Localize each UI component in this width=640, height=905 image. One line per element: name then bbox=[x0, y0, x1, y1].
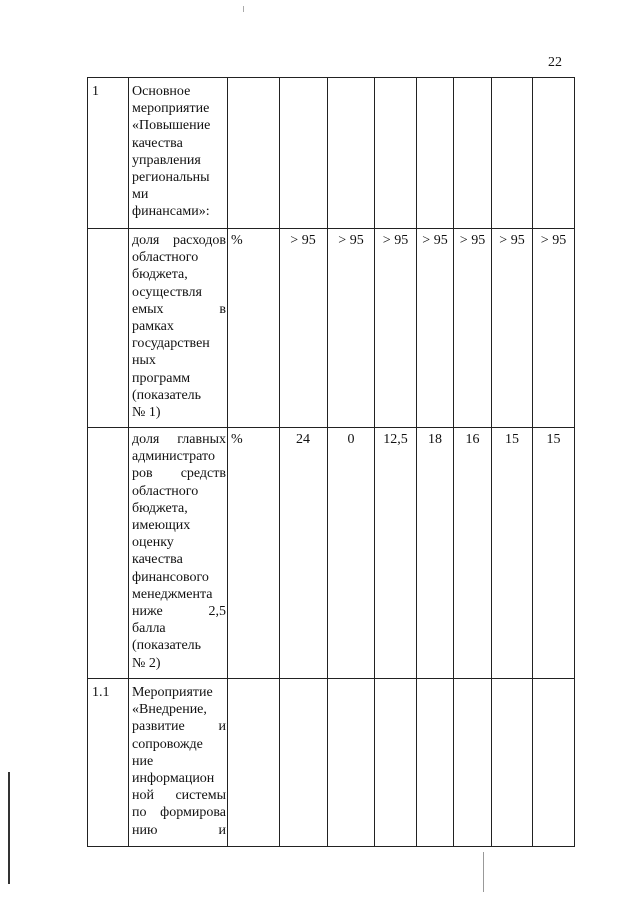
indicator-table bbox=[87, 77, 574, 847]
value-cell: > 95 bbox=[338, 233, 364, 248]
value-cell: > 95 bbox=[499, 233, 525, 248]
value-cell: > 95 bbox=[290, 233, 316, 248]
table-column-divider bbox=[491, 77, 492, 847]
table-row-divider bbox=[87, 228, 575, 229]
table-column-divider bbox=[279, 77, 280, 847]
scan-mark bbox=[8, 772, 10, 884]
value-cell: 16 bbox=[465, 432, 480, 447]
table-row-divider bbox=[87, 427, 575, 428]
table-column-divider bbox=[374, 77, 375, 847]
value-cell: > 95 bbox=[382, 233, 409, 248]
row-description: доля главных администрато ров средств областного бюджета, имеющих оценку качества финансового менеджмента ниже 2,5 балла (показатель № 2) bbox=[132, 432, 226, 671]
row-description: доля расходов областного бюджета, осуществля емых в рамках государствен ных программ (показатель № 1) bbox=[132, 233, 226, 421]
table-column-divider bbox=[453, 77, 454, 847]
unit-cell: % bbox=[231, 233, 243, 248]
table-column-divider bbox=[128, 77, 129, 847]
scan-mark bbox=[243, 6, 244, 12]
table-column-divider bbox=[227, 77, 228, 847]
table-border-right bbox=[574, 77, 575, 847]
value-cell: 24 bbox=[296, 432, 310, 447]
value-cell: 15 bbox=[546, 432, 561, 447]
value-cell: 15 bbox=[505, 432, 519, 447]
row-number: 1 bbox=[92, 84, 99, 99]
row-number: 1.1 bbox=[92, 685, 110, 700]
value-cell: 12,5 bbox=[383, 432, 408, 447]
table-column-divider bbox=[327, 77, 328, 847]
table-column-divider bbox=[532, 77, 533, 847]
value-cell: > 95 bbox=[540, 233, 567, 248]
row-description: Основное мероприятие «Повышение качества управления региональны ми финансами»: bbox=[132, 84, 211, 220]
value-cell: 18 bbox=[428, 432, 442, 447]
value-cell: > 95 bbox=[422, 233, 448, 248]
value-cell: > 95 bbox=[459, 233, 486, 248]
table-border-left bbox=[87, 77, 88, 847]
page-number: 22 bbox=[548, 55, 562, 70]
table-border-bottom bbox=[87, 846, 575, 847]
table-row-divider bbox=[87, 678, 575, 679]
unit-cell: % bbox=[231, 432, 243, 447]
value-cell: 0 bbox=[347, 432, 355, 447]
table-border-top bbox=[87, 77, 575, 78]
row-description: Мероприятие «Внедрение, развитие и сопровожде ние информацион ной системы по формирова нию и bbox=[132, 685, 226, 838]
scan-mark bbox=[483, 852, 484, 892]
table-column-divider bbox=[416, 77, 417, 847]
